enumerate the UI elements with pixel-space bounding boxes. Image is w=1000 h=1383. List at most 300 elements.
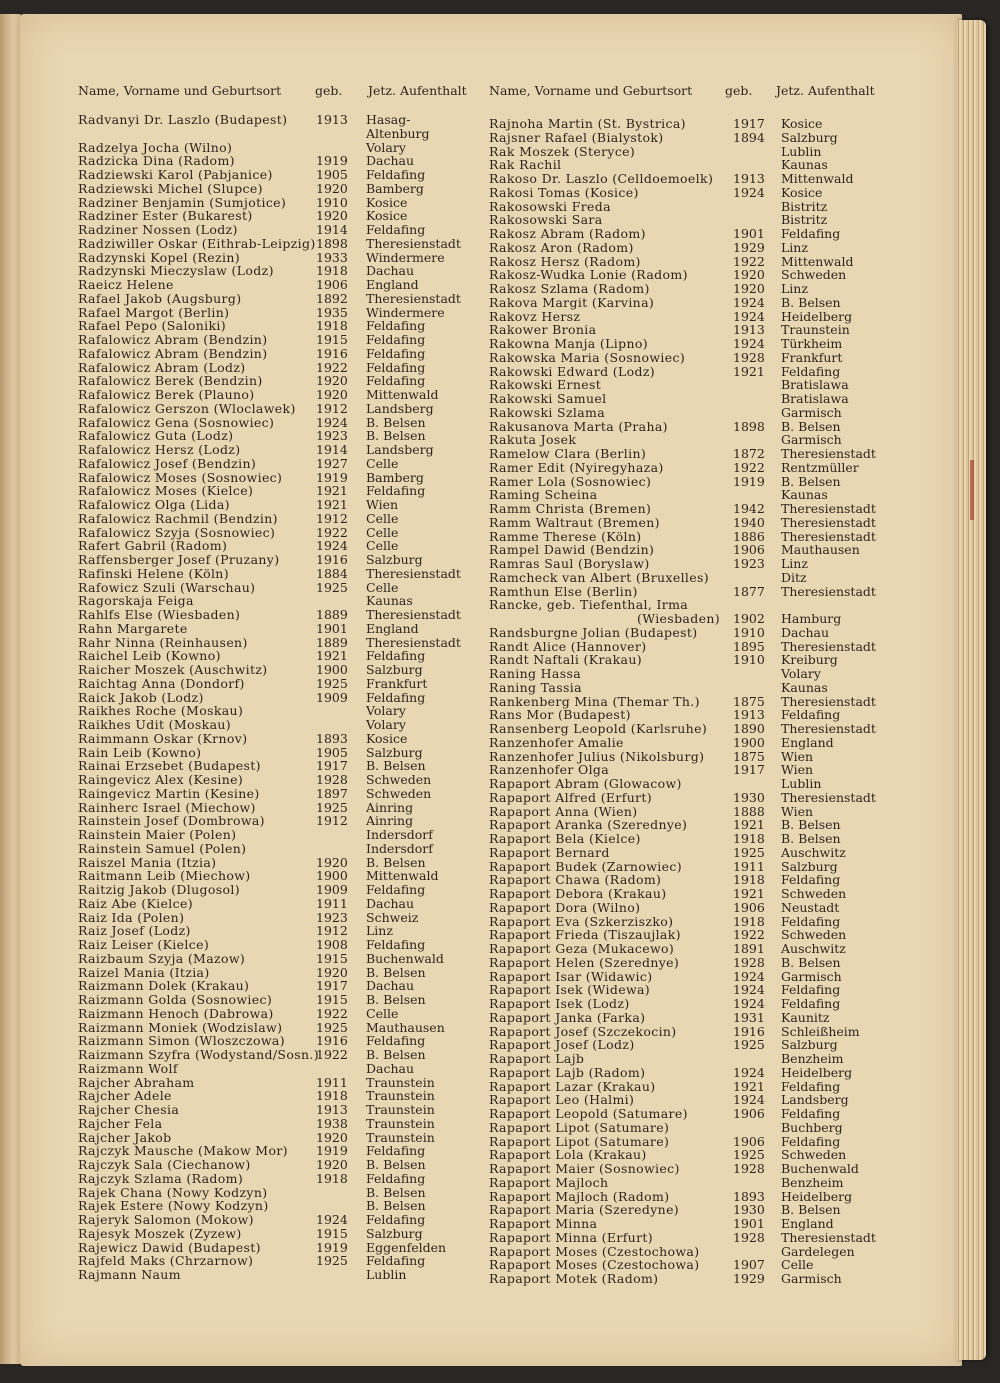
entry-current-residence: Heidelberg bbox=[781, 1188, 853, 1204]
entry-birth-year: 1918 bbox=[316, 318, 348, 334]
entry-birth-year: 1924 bbox=[316, 414, 348, 430]
entry-birth-year: 1925 bbox=[316, 799, 348, 815]
entry-name: Rajczyk Mausche (Makow Mor) bbox=[78, 1143, 288, 1159]
entry-current-residence: Ditz bbox=[781, 569, 807, 585]
entry-current-residence: B. Belsen bbox=[366, 1047, 426, 1062]
list-item bbox=[489, 1148, 889, 1162]
entry-current-residence: Feldafing bbox=[366, 483, 426, 499]
entry-birth-year: 1940 bbox=[733, 514, 765, 530]
entry-current-residence: Traunstein bbox=[781, 322, 850, 338]
entry-birth-year: 1920 bbox=[733, 267, 765, 283]
entry-current-residence: B. Belsen bbox=[781, 831, 841, 846]
page-stack-edge bbox=[956, 20, 986, 1360]
entry-current-residence: Feldafing bbox=[366, 937, 426, 952]
entry-birth-year: 1921 bbox=[316, 648, 348, 664]
entry-birth-year: 1918 bbox=[733, 913, 765, 929]
entry-birth-year: 1886 bbox=[733, 528, 765, 544]
list-item bbox=[78, 704, 473, 718]
entry-current-residence: B. Belsen bbox=[366, 854, 426, 870]
entry-birth-year: 1912 bbox=[316, 510, 348, 526]
entry-birth-year: 1898 bbox=[316, 235, 348, 251]
entry-birth-year: 1916 bbox=[316, 1033, 348, 1049]
list-item bbox=[78, 1048, 473, 1062]
entry-name: Rakosowski Freda bbox=[489, 198, 611, 214]
list-item bbox=[489, 681, 889, 695]
entry-current-residence: B. Belsen bbox=[781, 294, 841, 310]
list-item bbox=[489, 832, 889, 846]
entry-name: Rakovz Hersz bbox=[489, 308, 581, 324]
entry-current-residence: Feldafing bbox=[781, 982, 841, 998]
entry-current-residence: Linz bbox=[781, 239, 808, 255]
entry-name: Raiz Abe (Kielce) bbox=[78, 895, 193, 911]
list-item bbox=[489, 255, 889, 269]
list-item bbox=[489, 1245, 889, 1259]
list-item bbox=[78, 952, 473, 966]
entry-current-residence: Buchenwald bbox=[781, 1161, 859, 1176]
entry-birth-year: 1915 bbox=[316, 332, 348, 347]
entry-name: Rans Mor (Budapest) bbox=[489, 707, 631, 723]
entry-birth-year: 1920 bbox=[316, 1129, 348, 1145]
list-item bbox=[489, 420, 889, 434]
entry-name: Rapaport Abram (Glowacow) bbox=[489, 776, 682, 791]
entry-name: Rapaport Lipot (Satumare) bbox=[489, 1119, 670, 1135]
list-item bbox=[489, 1217, 889, 1231]
red-bookmark-mark bbox=[970, 460, 974, 520]
list-item bbox=[78, 539, 473, 553]
entry-current-residence: Wien bbox=[781, 762, 814, 778]
entry-birth-year: 1925 bbox=[316, 675, 348, 691]
entry-name: Rafalowicz Szyja (Sosnowiec) bbox=[78, 524, 276, 540]
entry-name: Rajnoha Martin (St. Bystrica) bbox=[489, 116, 686, 131]
entry-name: Rapaport Janka (Farka) bbox=[489, 1009, 646, 1025]
list-item bbox=[78, 1268, 473, 1282]
entry-name: Rapaport Lajb bbox=[489, 1051, 585, 1066]
entry-current-residence: England bbox=[781, 734, 834, 750]
entry-current-residence: Kosice bbox=[781, 184, 823, 200]
entry-birth-year: 1919 bbox=[316, 1239, 348, 1255]
entry-name: Raimmann Oskar (Krnov) bbox=[78, 730, 248, 746]
entry-current-residence: Feldafing bbox=[781, 707, 841, 723]
entry-birth-year: 1892 bbox=[316, 290, 348, 306]
header-place-left: Jetz. Aufenthalt bbox=[368, 83, 467, 98]
entry-current-residence: Salzburg bbox=[781, 1037, 838, 1053]
entry-current-residence: Altenburg bbox=[366, 125, 430, 141]
entry-name: Rapaport Lola (Krakau) bbox=[489, 1147, 647, 1163]
entry-name: Rapaport Budek (Zarnowiec) bbox=[489, 858, 682, 874]
entry-name: Rankenberg Mina (Themar Th.) bbox=[489, 693, 700, 709]
entry-name: Raffensberger Josef (Pruzany) bbox=[78, 552, 280, 567]
entry-name: Rafalowicz Hersz (Lodz) bbox=[78, 442, 241, 457]
entry-name: Ramm Christa (Bremen) bbox=[489, 501, 652, 516]
list-item bbox=[489, 1093, 889, 1107]
entry-name: Ranzenhofer Olga bbox=[489, 762, 610, 778]
entry-current-residence: England bbox=[781, 1216, 834, 1231]
entry-birth-year: 1922 bbox=[316, 1047, 348, 1062]
list-item bbox=[489, 846, 889, 860]
entry-current-residence: B. Belsen bbox=[366, 992, 426, 1007]
entry-name: Raicher Moszek (Auschwitz) bbox=[78, 662, 268, 677]
entry-birth-year: 1921 bbox=[733, 363, 765, 379]
entry-birth-year: 1913 bbox=[316, 1102, 348, 1117]
entry-name: Raichel Leib (Kowno) bbox=[78, 648, 221, 664]
list-item bbox=[78, 292, 473, 306]
list-item bbox=[489, 323, 889, 337]
entry-name: Rajek Chana (Nowy Kodzyn) bbox=[78, 1184, 268, 1200]
entry-current-residence: Garmisch bbox=[781, 968, 842, 984]
entry-name: Rafalowicz Moses (Kielce) bbox=[78, 483, 254, 499]
entry-name: Rapaport Maria (Szeredyne) bbox=[489, 1202, 680, 1218]
entry-birth-year: 1923 bbox=[316, 909, 348, 925]
entry-birth-year: 1922 bbox=[316, 359, 348, 375]
entry-current-residence: Frankfurt bbox=[781, 349, 843, 365]
entry-name: Rapaport Motek (Radom) bbox=[489, 1271, 659, 1286]
entry-current-residence: Celle bbox=[366, 538, 399, 554]
entry-birth-year: 1913 bbox=[316, 112, 348, 127]
entry-name: Ranzenhofer Amalie bbox=[489, 734, 624, 750]
entry-name: Rakova Margit (Karvina) bbox=[489, 294, 655, 310]
entry-birth-year: 1928 bbox=[733, 1229, 765, 1245]
entry-name: Rajmann Naum bbox=[78, 1267, 181, 1282]
list-item bbox=[489, 598, 889, 612]
entry-current-residence: Bamberg bbox=[366, 469, 424, 485]
list-item bbox=[78, 759, 473, 773]
list-item bbox=[78, 251, 473, 265]
entry-birth-year: 1930 bbox=[733, 1202, 765, 1218]
entry-current-residence: Volary bbox=[366, 717, 406, 732]
entry-current-residence: Feldafing bbox=[781, 363, 841, 379]
list-item bbox=[78, 718, 473, 732]
entry-birth-year: 1920 bbox=[316, 387, 348, 402]
entry-birth-year: 1914 bbox=[316, 442, 348, 457]
entry-name: Radzynski Mieczyslaw (Lodz) bbox=[78, 263, 274, 279]
list-item bbox=[489, 365, 889, 379]
entry-current-residence: Feldafing bbox=[366, 1253, 426, 1269]
entry-name: Rainstein Josef (Dombrowa) bbox=[78, 813, 265, 829]
entry-birth-year: 1916 bbox=[316, 345, 348, 361]
list-item bbox=[78, 1199, 473, 1213]
entry-birth-year: 1907 bbox=[733, 1257, 765, 1273]
entry-current-residence: Salzburg bbox=[781, 129, 838, 145]
entry-current-residence: Wien bbox=[366, 497, 399, 512]
list-item bbox=[78, 1186, 473, 1200]
list-item bbox=[78, 993, 473, 1007]
list-item bbox=[78, 471, 473, 485]
entry-birth-year: 1924 bbox=[316, 538, 348, 554]
entry-name: Rapaport Moses (Czestochowa) bbox=[489, 1243, 700, 1259]
entry-current-residence: Mittenwald bbox=[366, 868, 439, 884]
entry-birth-year: 1902 bbox=[733, 611, 765, 626]
entry-current-residence: Mittenwald bbox=[781, 253, 854, 269]
entry-name: Rapaport Isar (Widawic) bbox=[489, 968, 653, 984]
entry-current-residence: Salzburg bbox=[366, 744, 423, 760]
list-item bbox=[489, 873, 889, 887]
list-item bbox=[489, 1066, 889, 1080]
entry-birth-year: 1917 bbox=[733, 762, 765, 778]
entry-birth-year: 1906 bbox=[733, 1106, 765, 1121]
entry-current-residence: Volary bbox=[781, 666, 821, 681]
entry-name: Ramme Therese (Köln) bbox=[489, 528, 642, 544]
entry-birth-year: 1913 bbox=[733, 171, 765, 186]
entry-name: Rakosz Abram (Radom) bbox=[489, 226, 646, 241]
list-item bbox=[78, 512, 473, 526]
list-item bbox=[78, 622, 473, 636]
entry-name: Raitzig Jakob (Dlugosol) bbox=[78, 882, 240, 897]
entry-current-residence: B. Belsen bbox=[781, 954, 841, 970]
entry-current-residence: B. Belsen bbox=[366, 758, 426, 774]
list-item bbox=[489, 158, 889, 172]
entry-current-residence: B. Belsen bbox=[781, 418, 841, 434]
list-item bbox=[489, 557, 889, 571]
entry-birth-year: 1919 bbox=[316, 1143, 348, 1159]
list-item bbox=[78, 127, 473, 141]
entry-name: Rakowski Edward (Lodz) bbox=[489, 363, 656, 379]
list-item bbox=[489, 1272, 889, 1286]
entry-birth-year: 1929 bbox=[733, 239, 765, 255]
entry-current-residence: Rentzmüller bbox=[781, 459, 859, 475]
entry-name: Rapaport Lipot (Satumare) bbox=[489, 1133, 670, 1149]
entry-birth-year: 1916 bbox=[733, 1023, 765, 1039]
list-item bbox=[78, 1117, 473, 1131]
entry-name: Rafalowicz Gena (Sosnowiec) bbox=[78, 414, 275, 430]
list-item bbox=[78, 1089, 473, 1103]
list-item bbox=[78, 1213, 473, 1227]
entry-name: Raizmann Szyfra (Wodystand/Sosn.) bbox=[78, 1047, 319, 1062]
entry-current-residence: Bamberg bbox=[366, 180, 424, 196]
entry-current-residence: Schweden bbox=[781, 267, 847, 283]
list-item bbox=[78, 787, 473, 801]
entry-current-residence: Feldafing bbox=[366, 689, 426, 705]
entry-name: Rainai Erzsebet (Budapest) bbox=[78, 758, 261, 774]
list-item bbox=[78, 237, 473, 251]
entry-name: Rakowna Manja (Lipno) bbox=[489, 336, 649, 351]
entry-current-residence: Theresienstadt bbox=[366, 235, 461, 251]
list-item bbox=[78, 801, 473, 815]
list-item bbox=[489, 1231, 889, 1245]
list-item bbox=[78, 1007, 473, 1021]
entry-current-residence: Traunstein bbox=[366, 1129, 435, 1145]
entry-name: Rajcher Adele bbox=[78, 1088, 172, 1104]
entry-birth-year: 1924 bbox=[316, 1212, 348, 1227]
list-item bbox=[489, 777, 889, 791]
entry-name: Rapaport Isek (Widewa) bbox=[489, 982, 651, 998]
entry-birth-year: 1889 bbox=[316, 607, 348, 622]
list-item bbox=[489, 1203, 889, 1217]
entry-current-residence: B. Belsen bbox=[366, 1157, 426, 1172]
entry-birth-year: 1906 bbox=[733, 542, 765, 558]
entry-birth-year: 1920 bbox=[316, 208, 348, 224]
entry-current-residence: Benzheim bbox=[781, 1051, 844, 1066]
entry-current-residence: Linz bbox=[366, 923, 393, 939]
list-item bbox=[78, 347, 473, 361]
list-item bbox=[489, 530, 889, 544]
entry-current-residence: Ainring bbox=[366, 813, 414, 829]
entry-current-residence: Buchberg bbox=[781, 1119, 843, 1135]
list-item bbox=[489, 997, 889, 1011]
entry-birth-year: 1928 bbox=[733, 349, 765, 365]
entry-current-residence: Schweden bbox=[366, 772, 432, 787]
entry-name: Raizmann Henoch (Dabrowa) bbox=[78, 1005, 274, 1021]
entry-current-residence: Theresienstadt bbox=[366, 565, 461, 581]
entry-birth-year: 1875 bbox=[733, 748, 765, 764]
entry-name: Randsburgne Jolian (Budapest) bbox=[489, 624, 698, 640]
entry-name: Raikhes Roche (Moskau) bbox=[78, 703, 244, 719]
list-item bbox=[489, 1107, 889, 1121]
entry-current-residence: Schweden bbox=[781, 1147, 847, 1163]
entry-name: Rapaport Bela (Kielce) bbox=[489, 831, 641, 846]
entry-name: Rajcher Jakob bbox=[78, 1129, 172, 1145]
entry-birth-year: 1925 bbox=[733, 844, 765, 860]
entry-current-residence: Mauthausen bbox=[781, 542, 860, 558]
entry-name: Rapaport Lazar (Krakau) bbox=[489, 1078, 656, 1094]
list-item bbox=[78, 732, 473, 746]
entry-name: Rapaport Majloch bbox=[489, 1174, 609, 1190]
list-item bbox=[489, 571, 889, 585]
list-item bbox=[78, 856, 473, 870]
entry-name: Raning Tassia bbox=[489, 679, 582, 695]
entry-name: Rafalowicz Abram (Lodz) bbox=[78, 359, 246, 375]
entry-current-residence: Kaunas bbox=[781, 157, 828, 173]
entry-name: Rakosz Szlama (Radom) bbox=[489, 281, 650, 296]
entry-name: Rakowska Maria (Sosnowiec) bbox=[489, 349, 686, 365]
list-item bbox=[78, 443, 473, 457]
entry-current-residence: Celle bbox=[366, 1005, 399, 1021]
entry-current-residence: Windermere bbox=[366, 249, 445, 265]
list-item bbox=[78, 1227, 473, 1241]
list-item bbox=[78, 182, 473, 196]
list-item bbox=[78, 814, 473, 828]
entry-current-residence: Kreiburg bbox=[781, 652, 838, 668]
entry-birth-year: 1922 bbox=[733, 927, 765, 943]
entry-name: Rajsner Rafael (Bialystok) bbox=[489, 129, 664, 145]
entry-name: Rapaport Majloch (Radom) bbox=[489, 1188, 670, 1204]
entry-birth-year: 1915 bbox=[316, 1225, 348, 1241]
entry-name: Raitmann Leib (Miechow) bbox=[78, 868, 251, 884]
list-item bbox=[78, 581, 473, 595]
entry-current-residence: Kosice bbox=[781, 116, 823, 131]
entry-name: Radzynski Kopel (Rezin) bbox=[78, 249, 240, 265]
entry-name: Rakower Bronia bbox=[489, 322, 597, 338]
list-item bbox=[78, 911, 473, 925]
entry-current-residence: B. Belsen bbox=[366, 414, 426, 430]
entry-current-residence: Dachau bbox=[366, 895, 415, 911]
entry-birth-year: 1889 bbox=[316, 634, 348, 650]
entry-birth-year: 1901 bbox=[733, 1216, 765, 1231]
entry-current-residence: Benzheim bbox=[781, 1174, 844, 1190]
list-item bbox=[489, 268, 889, 282]
right-column bbox=[489, 117, 889, 1286]
entry-birth-year: 1924 bbox=[733, 982, 765, 998]
list-item bbox=[489, 970, 889, 984]
entry-birth-year: 1913 bbox=[733, 707, 765, 723]
entry-current-residence: Feldafing bbox=[366, 1212, 426, 1227]
list-item bbox=[78, 966, 473, 980]
entry-birth-year: 1924 bbox=[733, 308, 765, 324]
entry-current-residence: Wien bbox=[781, 803, 814, 819]
header-place-right: Jetz. Aufenthalt bbox=[776, 83, 875, 98]
entry-current-residence: Heidelberg bbox=[781, 308, 853, 324]
entry-name: Raming Scheina bbox=[489, 487, 598, 503]
list-item bbox=[489, 186, 889, 200]
list-item bbox=[78, 938, 473, 952]
entry-birth-year: 1920 bbox=[733, 281, 765, 296]
entry-birth-year: 1928 bbox=[733, 954, 765, 970]
list-item bbox=[489, 117, 889, 131]
entry-name: Ramthun Else (Berlin) bbox=[489, 583, 638, 599]
entry-birth-year: 1924 bbox=[733, 184, 765, 200]
entry-birth-year: 1922 bbox=[733, 253, 765, 269]
entry-current-residence: Feldafing bbox=[366, 222, 426, 237]
entry-name: Raiz Ida (Polen) bbox=[78, 909, 185, 925]
entry-name: Ramras Saul (Boryslaw) bbox=[489, 556, 650, 571]
entry-name: Rapaport Leo (Halmi) bbox=[489, 1092, 635, 1108]
list-item bbox=[489, 1025, 889, 1039]
entry-current-residence: Traunstein bbox=[366, 1102, 435, 1117]
entry-name: Raick Jakob (Lodz) bbox=[78, 689, 204, 705]
entry-name: Rahlfs Else (Wiesbaden) bbox=[78, 607, 241, 622]
list-item bbox=[78, 663, 473, 677]
entry-birth-year: 1888 bbox=[733, 803, 765, 819]
entry-current-residence: Türkheim bbox=[781, 336, 843, 351]
list-item bbox=[489, 461, 889, 475]
entry-birth-year: 1905 bbox=[316, 167, 348, 182]
entry-current-residence: Feldafing bbox=[366, 1170, 426, 1186]
entry-name: Rapaport Frieda (Tiszaujlak) bbox=[489, 927, 681, 943]
entry-birth-year: 1914 bbox=[316, 222, 348, 237]
list-item bbox=[78, 1241, 473, 1255]
entry-current-residence: Lublin bbox=[781, 776, 822, 791]
entry-name: Radziner Nossen (Lodz) bbox=[78, 222, 238, 237]
entry-name: Raizbaum Szyja (Mazow) bbox=[78, 950, 246, 966]
entry-current-residence: Kaunas bbox=[781, 487, 828, 503]
entry-birth-year: 1891 bbox=[733, 941, 765, 956]
entry-name: Rajesyk Moszek (Zyzew) bbox=[78, 1225, 242, 1241]
entry-current-residence: Garmisch bbox=[781, 404, 842, 420]
entry-current-residence: Feldafing bbox=[781, 872, 841, 888]
entry-birth-year: 1912 bbox=[316, 400, 348, 416]
entry-name: Rakosi Tomas (Kosice) bbox=[489, 184, 639, 200]
entry-name: Rafalowicz Rachmil (Bendzin) bbox=[78, 510, 278, 526]
entry-current-residence: Celle bbox=[366, 579, 399, 595]
entry-name: Rapaport Debora (Krakau) bbox=[489, 886, 667, 901]
entry-birth-year: 1920 bbox=[316, 373, 348, 389]
entry-name: Rakuta Josek bbox=[489, 432, 577, 448]
list-item bbox=[78, 1034, 473, 1048]
entry-birth-year: 1894 bbox=[733, 129, 765, 145]
entry-current-residence: Ainring bbox=[366, 799, 414, 815]
list-item bbox=[78, 691, 473, 705]
entry-name: Rapaport Moses (Czestochowa) bbox=[489, 1257, 700, 1273]
list-item bbox=[489, 1176, 889, 1190]
list-item bbox=[489, 818, 889, 832]
entry-name: Rafinski Helene (Köln) bbox=[78, 565, 229, 581]
entry-birth-year: 1924 bbox=[733, 1092, 765, 1108]
list-item bbox=[489, 585, 889, 599]
list-item bbox=[78, 608, 473, 622]
list-item bbox=[489, 983, 889, 997]
entry-current-residence: Garmisch bbox=[781, 1271, 842, 1286]
entry-name: Rafalowicz Olga (Lida) bbox=[78, 497, 230, 512]
list-item bbox=[78, 498, 473, 512]
entry-current-residence: B. Belsen bbox=[366, 964, 426, 980]
entry-birth-year: 1900 bbox=[316, 662, 348, 677]
entry-current-residence: Feldafing bbox=[366, 332, 426, 347]
entry-name: Rainstein Maier (Polen) bbox=[78, 827, 237, 842]
entry-current-residence: Volary bbox=[366, 703, 406, 719]
entry-name: Rafalowicz Abram (Bendzin) bbox=[78, 332, 268, 347]
list-item bbox=[78, 897, 473, 911]
list-item bbox=[78, 828, 473, 842]
header-name-left: Name, Vorname und Geburtsort bbox=[78, 83, 282, 98]
